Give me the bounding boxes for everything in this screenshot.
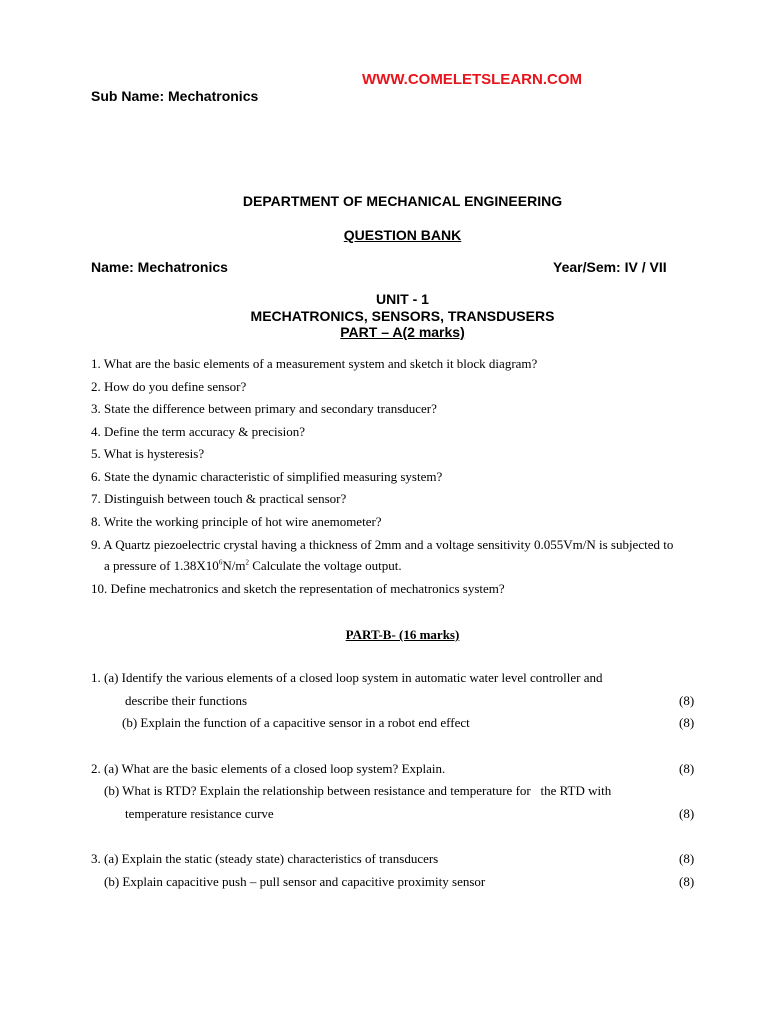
part-a-question: 6. State the dynamic characteristic of simplified measuring system? — [91, 469, 443, 484]
part-b-question: (b) Explain the function of a capacitive sensor in a robot end effect — [122, 715, 470, 730]
part-a-question: 9. A Quartz piezoelectric crystal having a thickness of 2mm and a voltage sensitivity 0.055Vm/N is subjected to — [91, 537, 674, 552]
part-a-question-continuation: a pressure of $1.38X10^6N/m^2$ Calculate the voltage output. — [104, 558, 402, 573]
year-semester: Year/Sem: IV / VII — [553, 259, 667, 275]
part-b-question: 1. (a) Identify the various elements of a closed loop system in automatic water level controller and — [91, 670, 603, 685]
marks: (8) — [679, 715, 695, 730]
unit-number: UNIT - 1 — [376, 291, 429, 307]
marks: (8) — [679, 874, 695, 889]
unit-title: MECHATRONICS, SENSORS, TRANSDUSERS — [250, 308, 555, 324]
part-b-question-continuation: describe their functions — [125, 693, 248, 708]
part-b-heading: PART-B- (16 marks) — [345, 627, 460, 642]
part-a-question: 3. State the difference between primary and secondary transducer? — [91, 401, 437, 416]
marks: (8) — [679, 851, 695, 866]
part-a-question: 4. Define the term accuracy & precision? — [91, 424, 306, 439]
course-name: Name: Mechatronics — [91, 259, 228, 275]
part-a-question: 1. What are the basic elements of a measurement system and sketch it block diagram? — [91, 356, 538, 371]
part-a-question: 8. Write the working principle of hot wire anemometer? — [91, 514, 382, 529]
part-a-question: 2. How do you define sensor? — [91, 379, 247, 394]
part-b-question: 3. (a) Explain the static (steady state) characteristics of transducers — [91, 851, 439, 866]
part-a-question: 5. What is hysteresis? — [91, 446, 205, 461]
part-b-question-continuation: temperature resistance curve — [125, 806, 274, 821]
part-b-question: (b) Explain capacitive push – pull sensor and capacitive proximity sensor — [104, 874, 486, 889]
part-a-question: 7. Distinguish between touch & practical sensor? — [91, 491, 347, 506]
subject-name: Sub Name: Mechatronics — [91, 88, 259, 104]
part-a-heading: PART – A(2 marks) — [340, 324, 465, 340]
website-link: WWW.COMELETSLEARN.COM — [362, 71, 582, 88]
marks: (8) — [679, 693, 695, 708]
question-bank-title: QUESTION BANK — [343, 227, 462, 243]
part-b-question: (b) What is RTD? Explain the relationship between resistance and temperature for the RTD with — [104, 783, 612, 798]
department-title: DEPARTMENT OF MECHANICAL ENGINEERING — [242, 193, 563, 209]
marks: (8) — [679, 761, 695, 776]
part-b-question: 2. (a) What are the basic elements of a closed loop system? Explain. — [91, 761, 446, 776]
marks: (8) — [679, 806, 695, 821]
part-a-question: 10. Define mechatronics and sketch the representation of mechatronics system? — [91, 581, 505, 596]
